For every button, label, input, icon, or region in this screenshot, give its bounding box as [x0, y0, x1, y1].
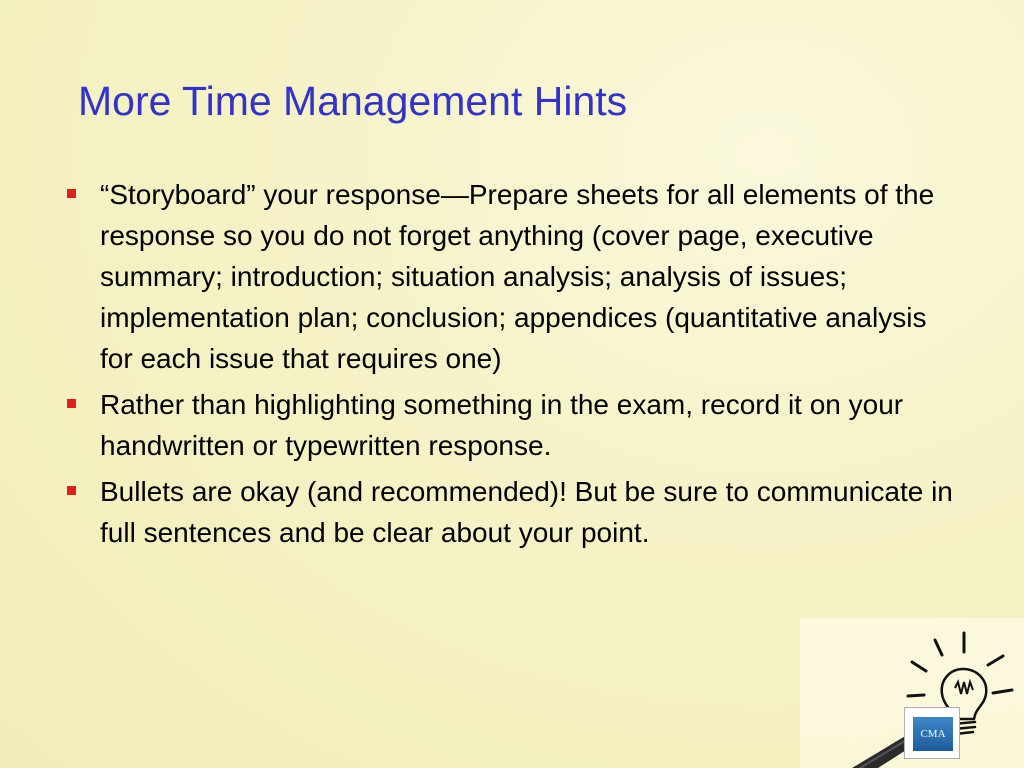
- bullet-item-record: [60, 384, 965, 466]
- bullet-text: Bullets are okay (and recommended)! But be sure to communicate in full sentences and be clear about your point.: [100, 476, 953, 548]
- bullet-text: Rather than highlighting something in the exam, record it on your handwritten or typewritten response.: [100, 389, 904, 461]
- cma-logo-text: CMA: [913, 717, 953, 751]
- bullet-item-storyboard: [60, 174, 965, 379]
- square-bullet-icon: [67, 189, 76, 198]
- bullet-list: [60, 174, 965, 558]
- bullet-text: “Storyboard” your response—Prepare sheets for all elements of the response so you do not forget anything (cover page, executive summary; introduction; situation analysis; analysis of issues; implementation plan; conclusion; appendices (quantitative analysis for each issue that requires one): [100, 179, 935, 374]
- slide-title: More Time Management Hints: [78, 78, 628, 124]
- cma-logo: [904, 707, 960, 759]
- bullet-item-bullets: [60, 471, 965, 553]
- square-bullet-icon: [67, 399, 76, 408]
- square-bullet-icon: [67, 486, 76, 495]
